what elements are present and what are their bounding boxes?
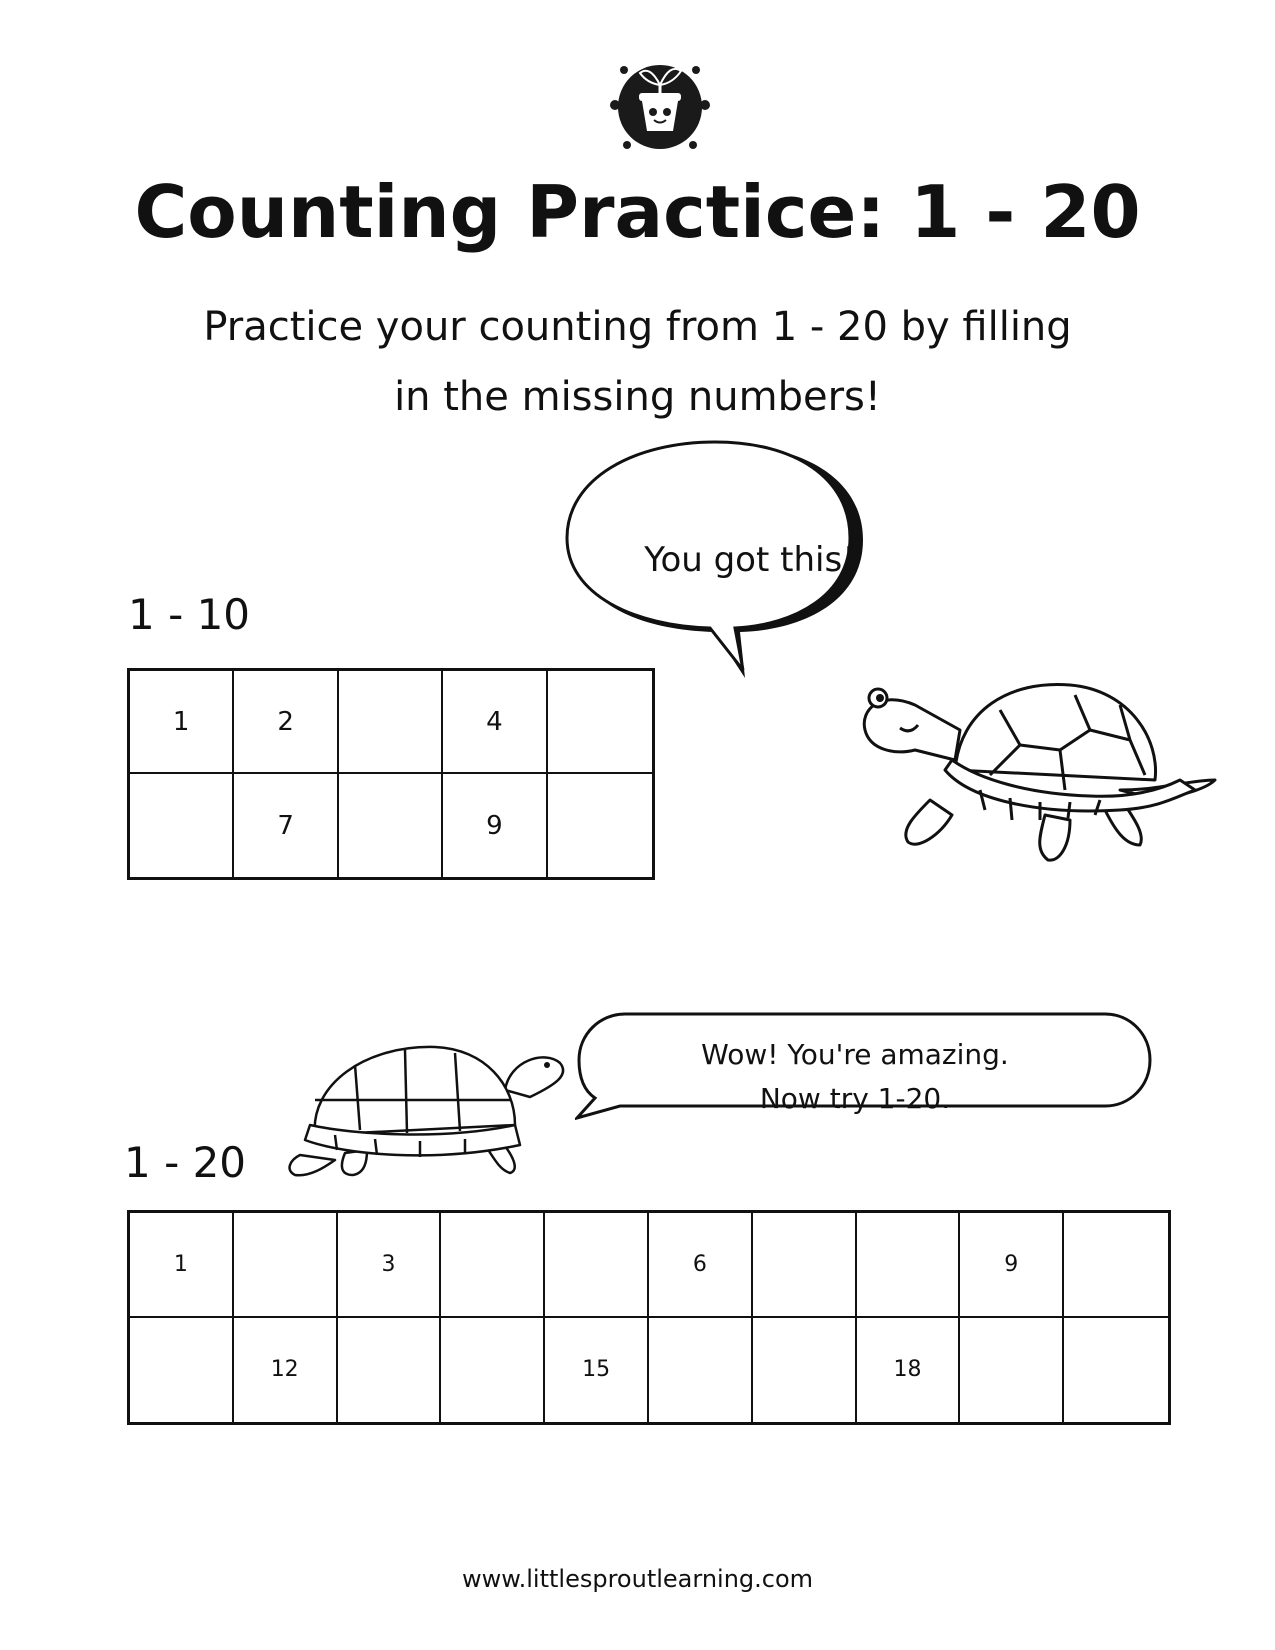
website-url: www.littlesproutlearning.com: [461, 1565, 814, 1593]
grid-1-20-cell-3: 3: [338, 1213, 442, 1318]
grid-1-20-cell-8-blank[interactable]: [857, 1213, 961, 1318]
grid-1-20-cell-7-blank[interactable]: [753, 1213, 857, 1318]
page-title: Counting Practice: 1 - 20: [134, 170, 1141, 254]
grid-1-20-cell-13-blank[interactable]: [338, 1318, 442, 1423]
section-label-1-10: 1 - 10: [128, 590, 251, 639]
turtle-illustration-1: [860, 650, 1230, 880]
grid-1-10-cell-5-blank[interactable]: [548, 671, 652, 774]
speech-bubble-2-line-1: Wow! You're amazing.: [701, 1038, 1009, 1071]
grid-1-20-cell-16-blank[interactable]: [649, 1318, 753, 1423]
grid-1-10-cell-2: 2: [234, 671, 338, 774]
grid-1-20-cell-20-blank[interactable]: [1064, 1318, 1168, 1423]
section-label-1-20: 1 - 20: [124, 1138, 247, 1187]
grid-1-10-cell-10-blank[interactable]: [548, 774, 652, 877]
instructions-line-2: in the missing numbers!: [394, 374, 881, 420]
grid-1-20-cell-6: 6: [649, 1213, 753, 1318]
grid-1-20-cell-5-blank[interactable]: [545, 1213, 649, 1318]
grid-1-10-cell-1: 1: [130, 671, 234, 774]
instructions-line-1: Practice your counting from 1 - 20 by filling: [203, 304, 1072, 350]
number-grid-1-10: [127, 668, 655, 880]
grid-1-10-cell-8-blank[interactable]: [339, 774, 443, 877]
grid-1-10-cell-4: 4: [443, 671, 547, 774]
speech-bubble-1-text: You got this!: [644, 540, 856, 580]
grid-1-20-cell-19-blank[interactable]: [960, 1318, 1064, 1423]
grid-1-10-cell-6-blank[interactable]: [130, 774, 234, 877]
grid-1-20-cell-10-blank[interactable]: [1064, 1213, 1168, 1318]
grid-1-20-cell-11-blank[interactable]: [130, 1318, 234, 1423]
grid-1-20-cell-9: 9: [960, 1213, 1064, 1318]
grid-1-20-cell-1: 1: [130, 1213, 234, 1318]
grid-1-20-cell-15: 15: [545, 1318, 649, 1423]
grid-1-20-cell-2-blank[interactable]: [234, 1213, 338, 1318]
grid-1-10-cell-3-blank[interactable]: [339, 671, 443, 774]
grid-1-20-cell-18: 18: [857, 1318, 961, 1423]
grid-1-20-cell-14-blank[interactable]: [441, 1318, 545, 1423]
grid-1-20-cell-4-blank[interactable]: [441, 1213, 545, 1318]
grid-1-10-cell-9: 9: [443, 774, 547, 877]
instructions: [110, 292, 1165, 432]
turtle-illustration-2: [285, 1035, 575, 1185]
speech-bubble-2-line-2: Now try 1-20.: [759, 1082, 951, 1115]
sprout-pot-logo-icon: [595, 45, 725, 155]
grid-1-10-cell-7: 7: [234, 774, 338, 877]
speech-bubble-2-text: [615, 1033, 1095, 1121]
number-grid-1-20: [127, 1210, 1171, 1425]
grid-1-20-cell-17-blank[interactable]: [753, 1318, 857, 1423]
grid-1-20-cell-12: 12: [234, 1318, 338, 1423]
